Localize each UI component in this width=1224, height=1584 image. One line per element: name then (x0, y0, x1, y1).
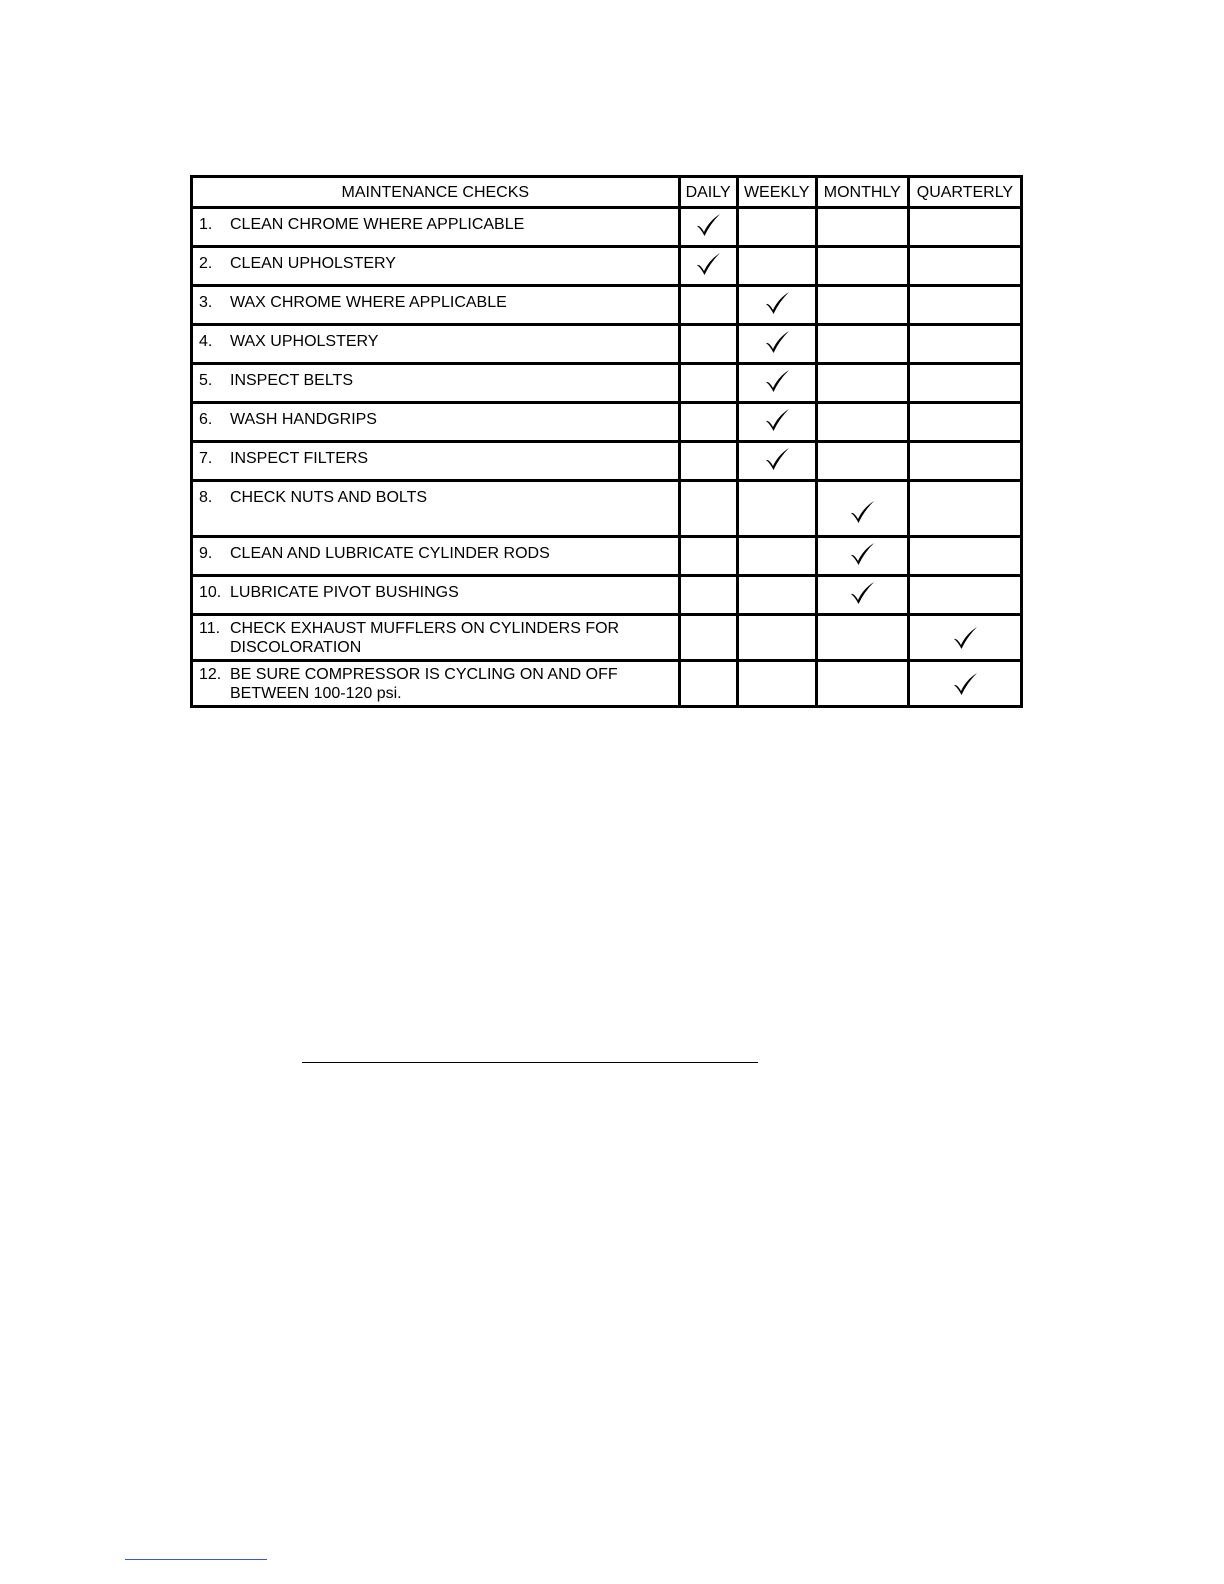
task-number: 1. (199, 216, 213, 233)
check-mark-icon (694, 250, 722, 278)
frequency-cell-weekly (737, 481, 816, 537)
frequency-cell-weekly (737, 325, 816, 364)
task-cell (192, 247, 680, 286)
frequency-cell-monthly (816, 537, 908, 576)
frequency-cell-weekly (737, 208, 816, 247)
task-cell (192, 481, 680, 537)
task-number: 7. (199, 450, 213, 467)
header-monthly: MONTHLY (816, 177, 908, 208)
check-mark-icon (763, 289, 791, 317)
check-mark-icon (694, 211, 722, 239)
check-mark-icon (763, 406, 791, 434)
table-row (192, 481, 1022, 537)
frequency-cell-monthly (816, 286, 908, 325)
task-cell (192, 403, 680, 442)
table-row (192, 576, 1022, 615)
frequency-cell-weekly (737, 576, 816, 615)
check-mark-icon (763, 367, 791, 395)
frequency-cell-daily (679, 576, 737, 615)
frequency-cell-monthly (816, 208, 908, 247)
check-mark-icon (848, 540, 876, 568)
frequency-cell-monthly (816, 576, 908, 615)
task-description: CLEAN CHROME WHERE APPLICABLE (230, 216, 525, 233)
task-description: CHECK NUTS AND BOLTS (230, 489, 428, 506)
task-cell (192, 615, 680, 661)
frequency-cell-monthly (816, 364, 908, 403)
frequency-cell-weekly (737, 615, 816, 661)
frequency-cell-daily (679, 403, 737, 442)
task-number: 5. (199, 372, 213, 389)
frequency-cell-quarterly (908, 208, 1021, 247)
check-mark-icon (848, 498, 876, 526)
frequency-cell-monthly (816, 615, 908, 661)
frequency-cell-monthly (816, 442, 908, 481)
table-header-row (192, 177, 1022, 208)
table-row (192, 325, 1022, 364)
frequency-cell-monthly (816, 403, 908, 442)
task-number: 8. (199, 489, 213, 506)
table-row (192, 661, 1022, 707)
task-description: WAX UPHOLSTERY (230, 333, 379, 350)
table-row (192, 247, 1022, 286)
table-row (192, 403, 1022, 442)
frequency-cell-quarterly (908, 661, 1021, 707)
frequency-cell-weekly (737, 661, 816, 707)
task-description: CLEAN UPHOLSTERY (230, 255, 396, 272)
table-row (192, 364, 1022, 403)
task-number: 9. (199, 545, 213, 562)
frequency-cell-weekly (737, 247, 816, 286)
task-cell (192, 286, 680, 325)
task-number: 2. (199, 255, 213, 272)
frequency-cell-quarterly (908, 364, 1021, 403)
task-cell (192, 661, 680, 707)
task-description: CHECK EXHAUST MUFFLERS ON CYLINDERS FOR DISCOLORATION (230, 620, 620, 656)
frequency-cell-quarterly (908, 325, 1021, 364)
task-cell (192, 442, 680, 481)
task-cell (192, 364, 680, 403)
frequency-cell-quarterly (908, 481, 1021, 537)
frequency-cell-daily (679, 286, 737, 325)
task-number: 11. (199, 620, 221, 637)
frequency-cell-daily (679, 481, 737, 537)
task-cell (192, 208, 680, 247)
frequency-cell-daily (679, 325, 737, 364)
maintenance-schedule-table (190, 175, 1023, 708)
frequency-cell-daily (679, 247, 737, 286)
footer-link-underline (125, 1559, 267, 1560)
frequency-cell-monthly (816, 325, 908, 364)
frequency-cell-monthly (816, 481, 908, 537)
frequency-cell-weekly (737, 364, 816, 403)
table-row (192, 537, 1022, 576)
frequency-cell-quarterly (908, 442, 1021, 481)
task-cell (192, 576, 680, 615)
task-number: 10. (199, 584, 222, 601)
task-number: 4. (199, 333, 213, 350)
check-mark-icon (951, 624, 979, 652)
task-description: LUBRICATE PIVOT BUSHINGS (230, 584, 459, 601)
frequency-cell-daily (679, 537, 737, 576)
task-number: 3. (199, 294, 213, 311)
task-cell (192, 537, 680, 576)
frequency-cell-quarterly (908, 576, 1021, 615)
task-number: 12. (199, 666, 222, 683)
frequency-cell-daily (679, 615, 737, 661)
task-description: INSPECT FILTERS (230, 450, 369, 467)
check-mark-icon (763, 445, 791, 473)
table-row (192, 442, 1022, 481)
horizontal-rule (302, 1062, 758, 1063)
header-weekly: WEEKLY (737, 177, 816, 208)
frequency-cell-weekly (737, 403, 816, 442)
check-mark-icon (848, 579, 876, 607)
frequency-cell-quarterly (908, 286, 1021, 325)
task-cell (192, 325, 680, 364)
task-description: CLEAN AND LUBRICATE CYLINDER RODS (230, 545, 550, 562)
frequency-cell-weekly (737, 286, 816, 325)
task-description: WASH HANDGRIPS (230, 411, 377, 428)
frequency-cell-daily (679, 442, 737, 481)
frequency-cell-quarterly (908, 615, 1021, 661)
check-mark-icon (951, 670, 979, 698)
header-quarterly: QUARTERLY (908, 177, 1021, 208)
frequency-cell-weekly (737, 537, 816, 576)
frequency-cell-daily (679, 208, 737, 247)
frequency-cell-monthly (816, 661, 908, 707)
header-daily: DAILY (679, 177, 737, 208)
frequency-cell-quarterly (908, 247, 1021, 286)
frequency-cell-daily (679, 661, 737, 707)
task-description: BE SURE COMPRESSOR IS CYCLING ON AND OFF BETWEEN 100-120 psi. (230, 666, 618, 702)
task-description: INSPECT BELTS (230, 372, 353, 389)
frequency-cell-daily (679, 364, 737, 403)
table-body (192, 208, 1022, 707)
frequency-cell-weekly (737, 442, 816, 481)
frequency-cell-quarterly (908, 403, 1021, 442)
frequency-cell-monthly (816, 247, 908, 286)
table-row (192, 286, 1022, 325)
task-number: 6. (199, 411, 213, 428)
header-maintenance-checks: MAINTENANCE CHECKS (192, 177, 680, 208)
frequency-cell-quarterly (908, 537, 1021, 576)
check-mark-icon (763, 328, 791, 356)
task-description: WAX CHROME WHERE APPLICABLE (230, 294, 507, 311)
table-row (192, 615, 1022, 661)
table-row (192, 208, 1022, 247)
